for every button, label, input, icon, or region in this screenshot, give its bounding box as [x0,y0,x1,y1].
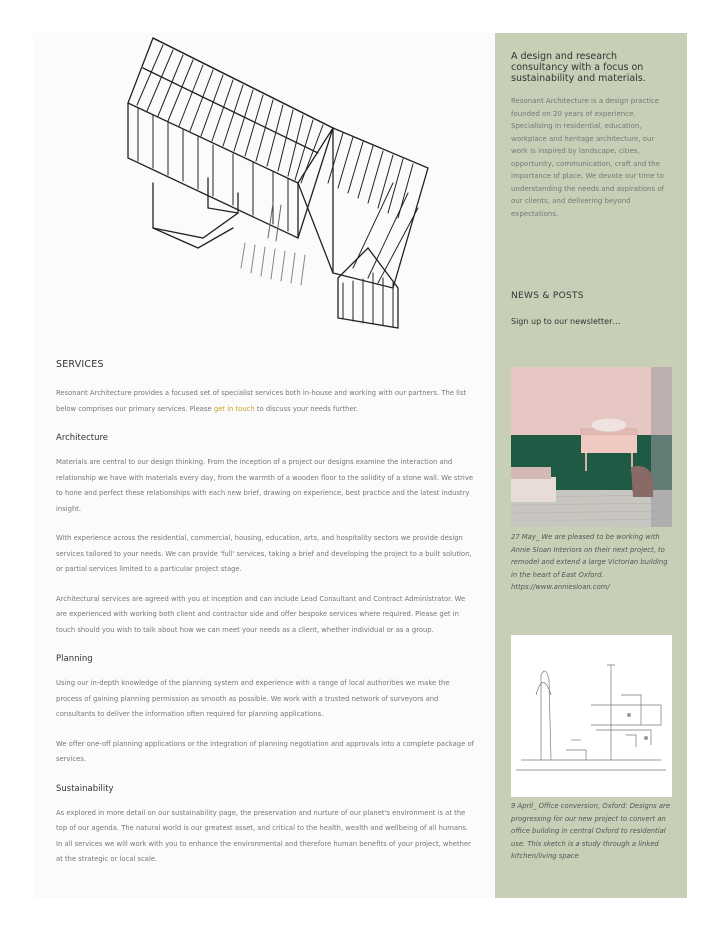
services-intro-text: Resonant Architecture provides a focused set of specialist services both in-house and working with our partners. The list below comprises our primary services. Please [56,389,467,413]
post-image-interior[interactable] [511,367,672,527]
sidebar-about-text: Resonant Architecture is a design practice founded on 20 years of experience. Specialising in residential, education, workplace and heritage architecture, our work is inspired by landscape, cities, opportunity, communication, craft and the importance of place. We devote our time to understanding the needs and aspirations of our clients, and delivering beyond expectations. [511,97,665,218]
hero-sketch-image [33,33,495,333]
sidebar-heading: A design and research consultancy with a focus on sustainability and materials. [511,51,646,84]
services-intro [56,386,476,417]
services-section [56,359,476,882]
post-caption-2[interactable]: 9 April_ Office conversion, Oxford: Designs are progressing for our new project to convert an office building in central Oxford to residential use. This sketch is a study through a linked kitchen/living space [511,802,671,860]
planning-paragraph-2: We offer one-off planning applications or the integration of planning negotiation and approvals into a complete package of services. [56,739,475,763]
sustainability-title: Sustainability [56,783,114,794]
sidebar [495,33,687,898]
architecture-paragraph-2: With experience across the residential, commercial, housing, education, arts, and hospitality sectors we provide design services tailored to your needs. We can provide 'full' services, taking a brief and developing the project to a built solution, or partial services limited to a particular project stage. [56,534,472,573]
planning-paragraph-1: Using our in-depth knowledge of the planning system and experience with a range of local authorities we make the process of gaining planning permission as smooth as possible. We work with a trusted network of surveyors and consultants to deliver the information often required for planning applications. [56,679,450,718]
post-caption-1[interactable]: 27 May_ We are pleased to be working with Annie Sloan Interiors on their next project, to remodel and extend a large Victorian building in the heart of East Oxford. https://www.anniesloan.com/ [511,533,668,591]
main-content [33,33,495,898]
get-in-touch-link[interactable]: get in touch [213,404,255,413]
sustainability-paragraph-1: As explored in more detail on our sustainability page, the preservation and nurture of our planet's environment is at the top of our agenda. The natural world is our greatest asset, and critical to the health, wealth and wellbeing of all humans. In all services we will work with you to enhance the environmental and therefore human benefits of your project, whether at the strategic or local scale. [56,808,471,863]
architecture-title: Architecture [56,433,109,443]
architecture-paragraph-1: Materials are central to our design thinking. From the inception of a project our designs examine the interaction and relationship we have with materials every day, from the warmth of a wooden floor to the solidity of a stone wall. We strive to hone and perfect these relationships with each new brief, drawing on experience, best practice and the latest industry insight. [56,458,474,513]
planning-title: Planning [56,654,93,664]
newsletter-signup-link[interactable]: Sign up to our newsletter… [511,317,621,326]
services-intro-text-end: to discuss your needs further. [254,404,358,413]
post-image-sketch[interactable] [511,635,672,797]
architecture-paragraph-3: Architectural services are agreed with you at inception and can include Lead Consultant and Contract Administrator. We are experienced with working both client and contractor side and offer bespoke services where required. Please get in touch should you wish to talk about how we can meet your needs as a client, whether individual or as a group. [56,594,466,634]
news-posts-title: NEWS & POSTS [511,291,584,301]
services-title: SERVICES [56,359,104,370]
